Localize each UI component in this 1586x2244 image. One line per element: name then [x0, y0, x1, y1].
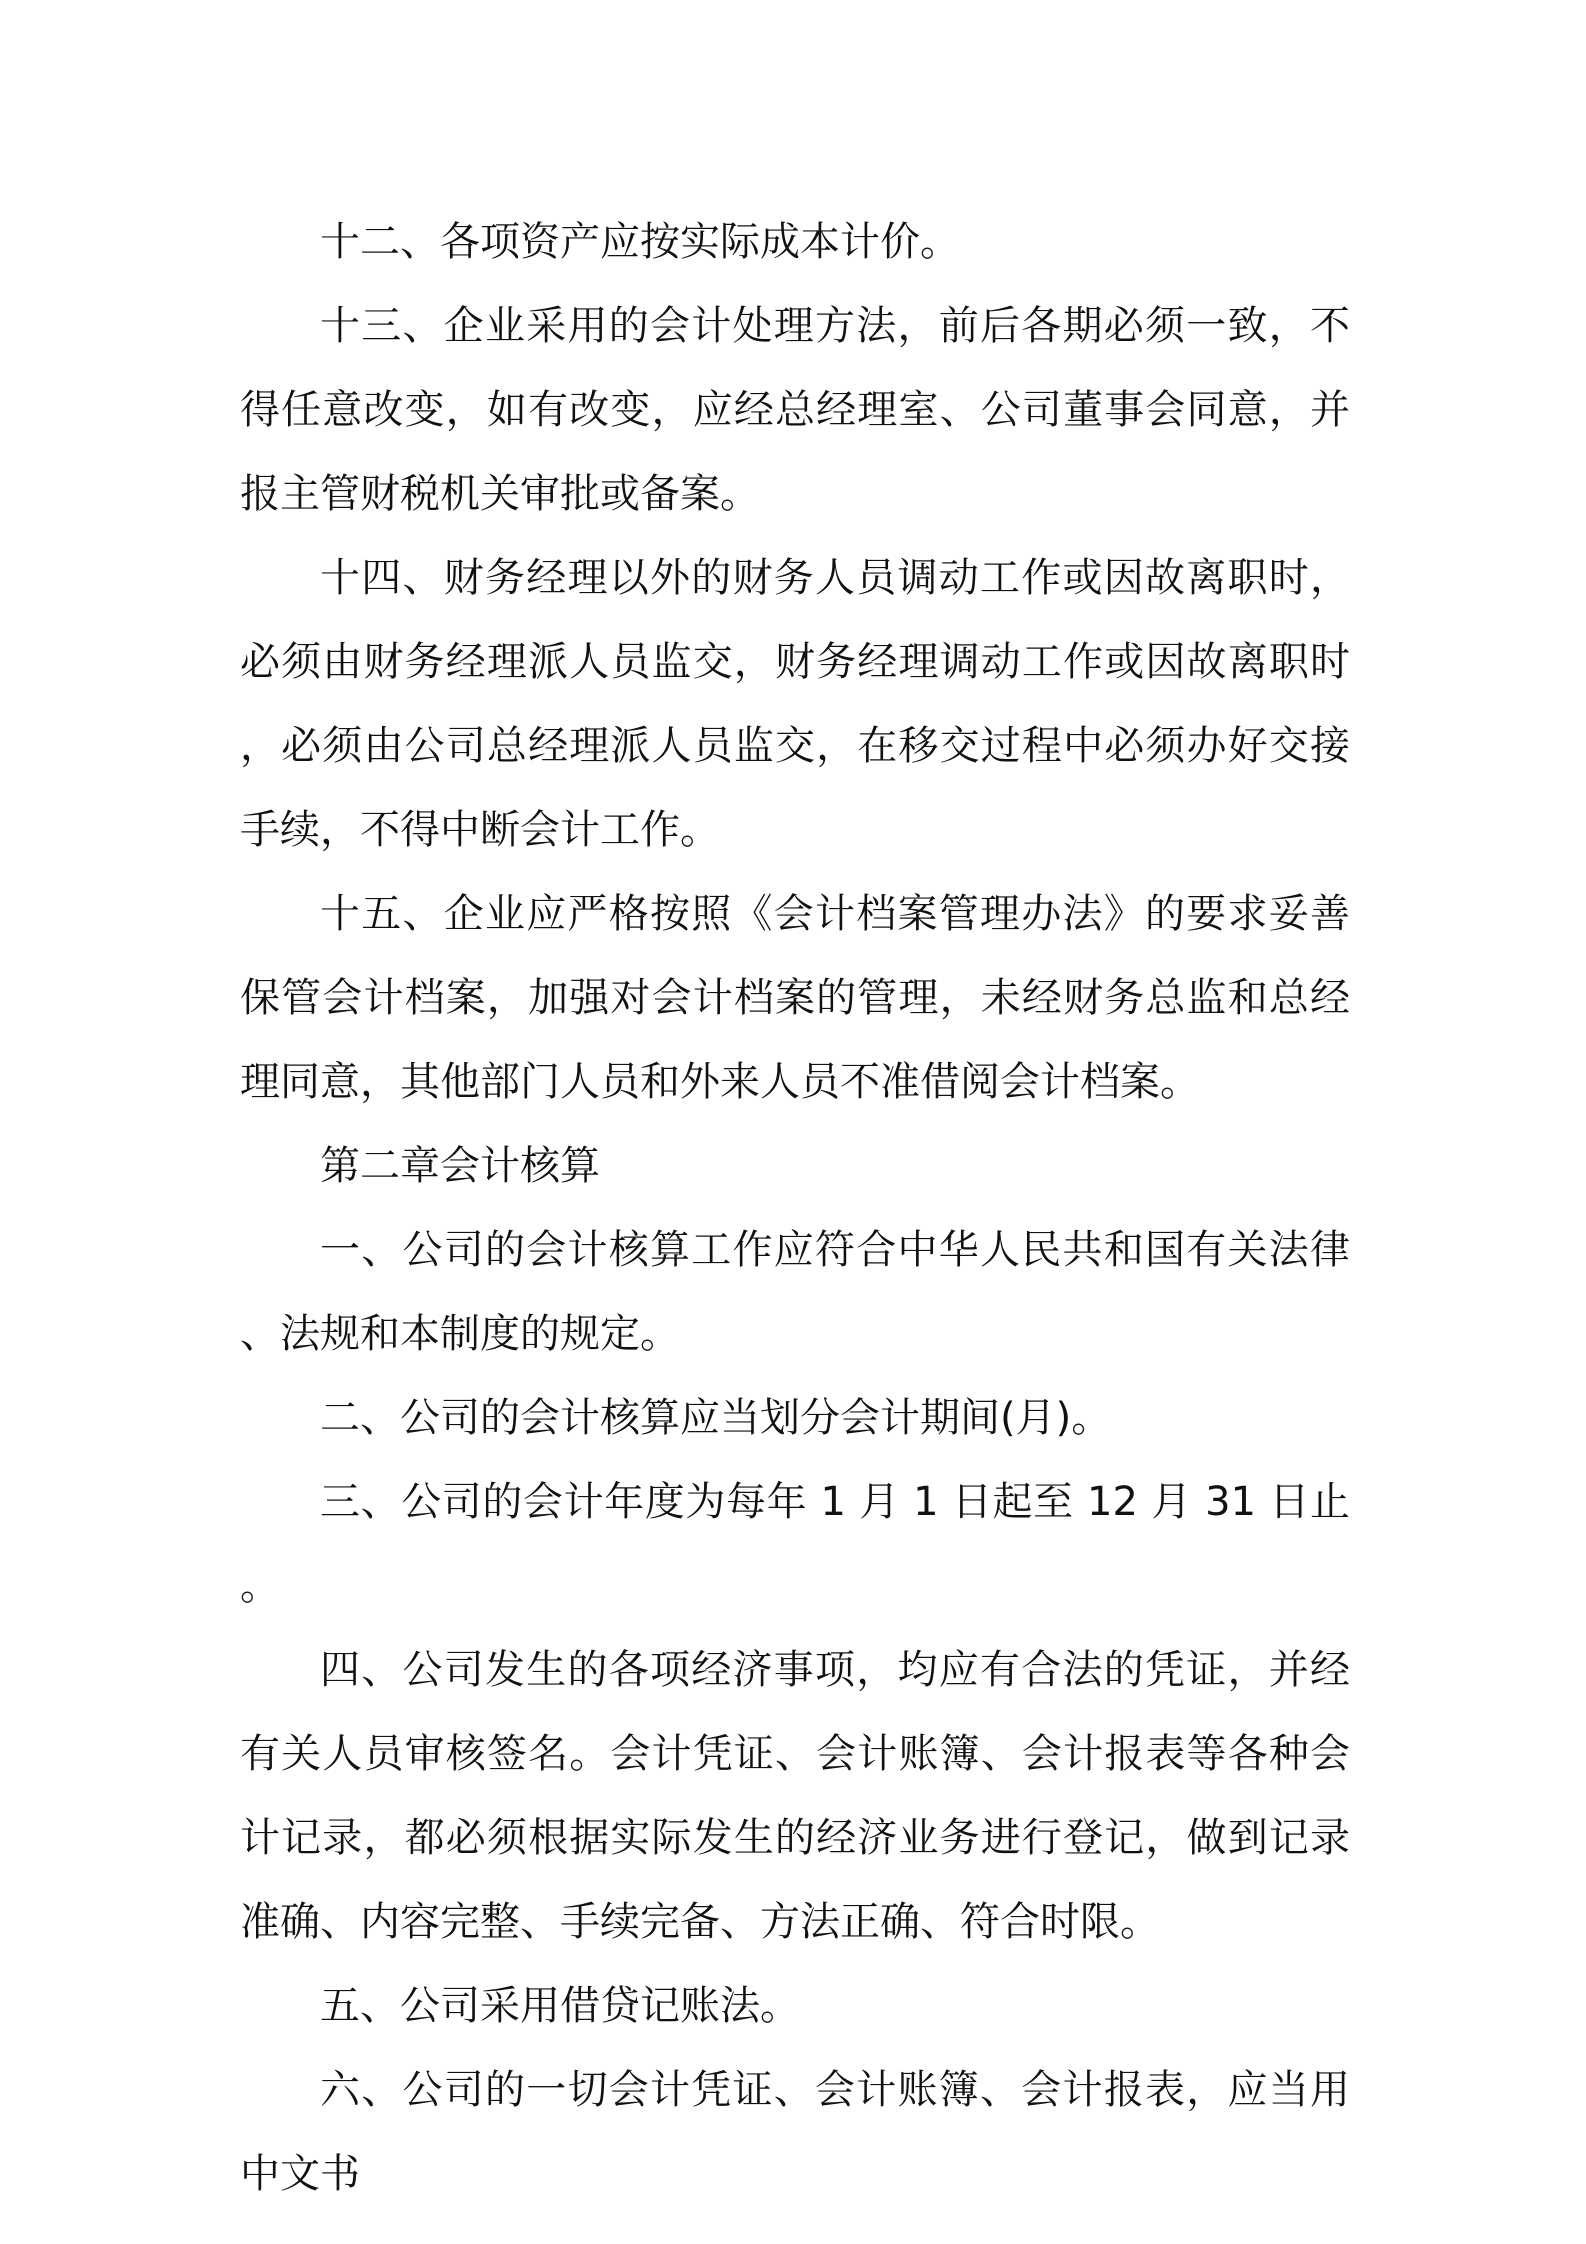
paragraph-item-2: 二、公司的会计核算应当划分会计期间(月)。	[320, 1395, 1112, 1441]
document-body	[240, 200, 1350, 2216]
paragraph-item-15: 十五、企业应严格按照《会计档案管理办法》的要求妥善保管会计档案，加强对会计档案的管理，未经财务总监和总经理同意，其他部门人员和外来人员不准借阅会计档案。	[240, 891, 1350, 1105]
paragraph-item-4: 四、公司发生的各项经济事项，均应有合法的凭证，并经有关人员审核签名。会计凭证、会计账簿、会计报表等各种会计记录，都必须根据实际发生的经济业务进行登记，做到记录准确、内容完整、手续完备、方法正确、符合时限。	[240, 1647, 1350, 1945]
paragraph-item-6: 六、公司的一切会计凭证、会计账簿、会计报表，应当用中文书	[240, 2067, 1350, 2197]
paragraph-item-12: 十二、各项资产应按实际成本计价。	[320, 219, 960, 265]
paragraph-item-14: 十四、财务经理以外的财务人员调动工作或因故离职时，必须由财务经理派人员监交，财务经理调动工作或因故离职时，必须由公司总经理派人员监交，在移交过程中必须办好交接手续，不得中断会计工作。	[240, 555, 1350, 853]
paragraph-item-5: 五、公司采用借贷记账法。	[320, 1983, 800, 2029]
paragraph-item-3: 三、公司的会计年度为每年 1 月 1 日起至 12 月 31 日止。	[240, 1479, 1350, 1609]
paragraph-item-13: 十三、企业采用的会计处理方法，前后各期必须一致，不得任意改变，如有改变，应经总经理室、公司董事会同意，并报主管财税机关审批或备案。	[240, 303, 1350, 517]
paragraph-item-1: 一、公司的会计核算工作应符合中华人民共和国有关法律、法规和本制度的规定。	[240, 1227, 1350, 1357]
chapter-heading: 第二章会计核算	[320, 1143, 600, 1189]
